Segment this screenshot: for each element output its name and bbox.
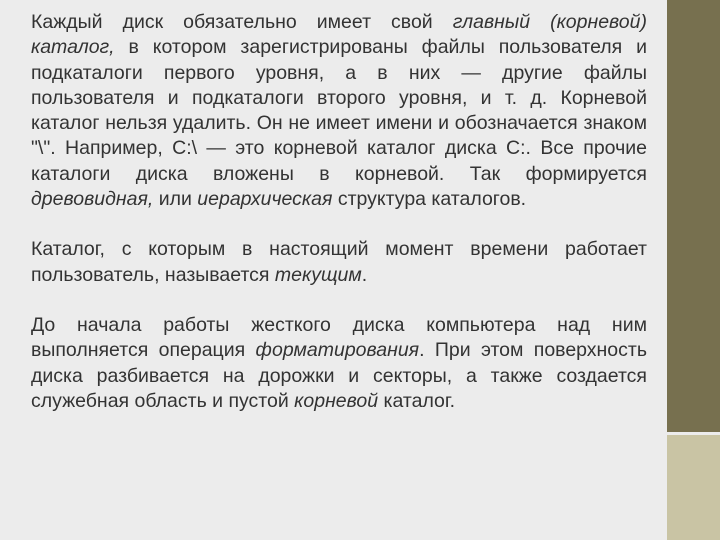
text-segment: каталог. — [378, 389, 456, 412]
text-segment-italic: иерархическая — [197, 188, 333, 211]
text-segment-italic: текущим — [274, 263, 362, 286]
text-segment: Каждый диск обязательно имеет свой — [31, 11, 453, 33]
paragraph-root-directory — [31, 10, 647, 212]
text-segment-italic: древовидная, — [31, 188, 154, 211]
paragraph-current-directory — [31, 237, 647, 288]
sidebar-dark-block — [667, 0, 720, 432]
text-segment-italic: главный (корневой) каталог, — [31, 11, 647, 59]
decorative-sidebar — [667, 0, 720, 540]
text-segment: в котором зарегистрированы файлы пользователя и подкаталоги первого уровня, а в них — другие файлы пользователя и подкаталоги второго уровня, и т. д. Корневой каталог нельзя удалить. Он не имеет имени и обозначается знаком "\". Например, С:\ — это корневой каталог диска С:. Все прочие каталоги диска вложены в корневой. Так формируется — [31, 36, 647, 185]
text-segment: структура каталогов. — [332, 188, 527, 211]
slide-text-body — [31, 10, 647, 414]
text-segment: Каталог, с которым в настоящий момент времени работает пользователь, называется — [31, 238, 647, 286]
sidebar-light-block — [667, 435, 720, 540]
text-segment: или — [153, 188, 198, 211]
text-segment: До начала работы жесткого диска компьютера над ним выполняется операция — [31, 313, 647, 362]
text-segment: . При этом поверхность диска разбивается на дорожки и секторы, а также создается служебная область и пустой — [31, 339, 647, 412]
text-segment: . — [361, 263, 368, 286]
text-segment-italic: корневой — [294, 389, 379, 412]
text-segment-italic: форматирования — [255, 339, 420, 362]
paragraph-formatting — [31, 313, 647, 414]
